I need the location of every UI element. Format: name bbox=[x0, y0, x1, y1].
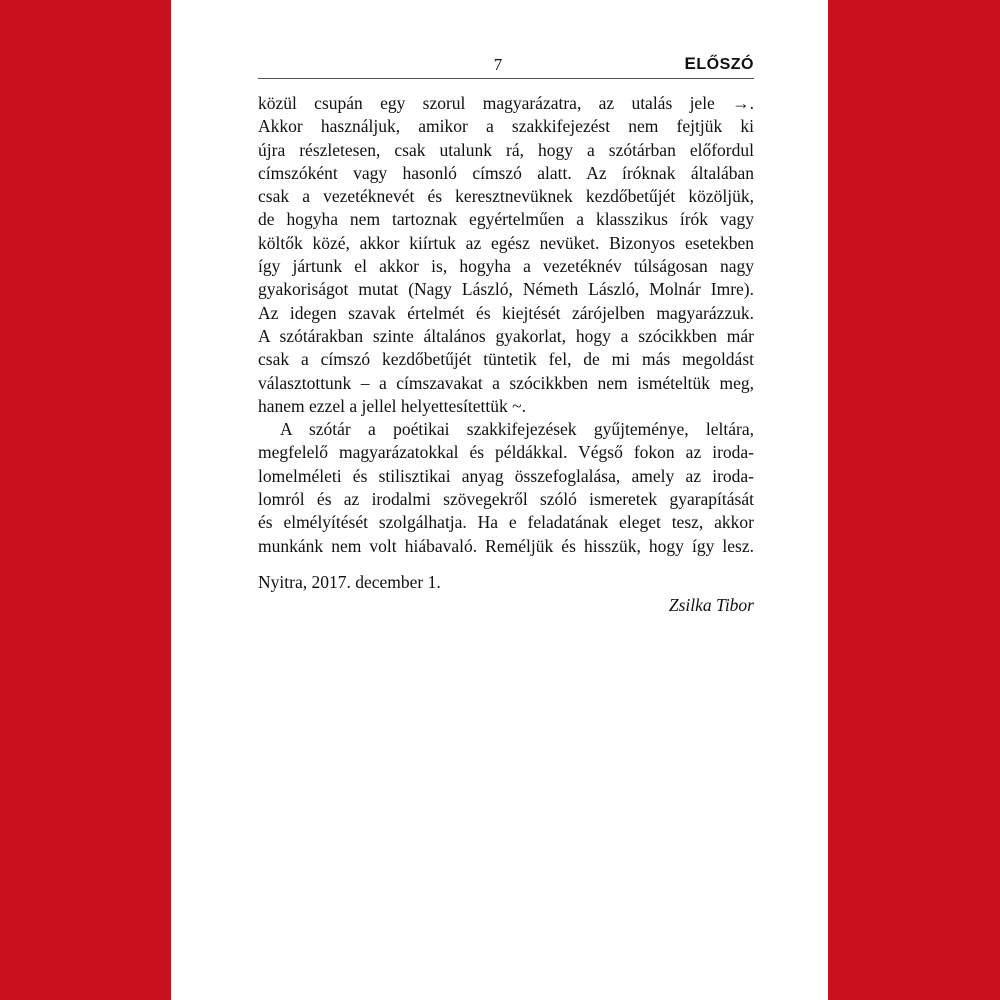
text-line: Az idegen szavak értelmét és kiejtését zárójelben magyarázzuk. bbox=[258, 302, 754, 323]
page-header bbox=[258, 54, 754, 79]
body-text bbox=[258, 92, 754, 558]
text-line: munkánk nem volt hiábavaló. Reméljük és hisszük, hogy így lesz. bbox=[258, 535, 754, 556]
text-line: Akkor használjuk, amikor a szakkifejezést nem fejtjük ki bbox=[258, 116, 754, 137]
text-line: megfelelő magyarázatokkal és példákkal. Végső fokon az iroda- bbox=[258, 442, 754, 463]
text-line: A szótárakban szinte általános gyakorlat, hogy a szócikkben már bbox=[258, 325, 754, 346]
text-line: közül csupán egy szorul magyarázatra, az utalás jele →. bbox=[258, 93, 754, 113]
running-title-initial: E bbox=[684, 54, 697, 73]
text-line: választottunk – a címszavakat a szócikkben nem ismételtük meg, bbox=[258, 372, 754, 393]
text-line: címszóként vagy hasonló címszó alatt. Az íróknak általában bbox=[258, 162, 754, 183]
text-line: A szótár a poétikai szakkifejezések gyűjteménye, leltára, bbox=[280, 419, 754, 440]
text-line: de hogyha nem tartoznak egyértelműen a klasszikus írók vagy bbox=[258, 209, 754, 230]
paragraph-1 bbox=[258, 92, 754, 418]
text-line: gyakoriságot mutat (Nagy László, Németh László, Molnár Imre). bbox=[258, 279, 754, 300]
text-line: újra részletesen, csak utalunk rá, hogy a szótárban előfordul bbox=[258, 139, 754, 160]
text-line: költők közé, akkor kiírtuk az egész nevüket. Bizonyos esetekben bbox=[258, 232, 754, 253]
paragraph-2 bbox=[258, 418, 754, 558]
text-line: lomelméleti és stilisztikai anyag összefoglalása, amely az iroda- bbox=[258, 465, 754, 486]
text-line: csak a címszó kezdőbetűjét tüntetik fel, de mi más megoldást bbox=[258, 349, 754, 370]
text-line: lomról és az irodalmi szövegekről szóló ismeretek gyarapítását bbox=[258, 489, 754, 510]
text-line: így jártunk el akkor is, hogyha a vezetéknév túlságosan nagy bbox=[258, 256, 754, 277]
text-line: hanem ezzel a jellel helyettesítettük ~. bbox=[258, 395, 526, 416]
text-line: és elmélyítését szolgálhatja. Ha e feladatának eleget tesz, akkor bbox=[258, 512, 754, 533]
book-page bbox=[171, 0, 828, 1000]
text-line: csak a vezetéknevét és keresztnevüknek kezdőbetűjét közöljük, bbox=[258, 186, 754, 207]
running-title bbox=[685, 54, 754, 74]
author-signature: Zsilka Tibor bbox=[668, 595, 754, 615]
running-title-rest: LŐSZÓ bbox=[696, 56, 754, 73]
page-number: 7 bbox=[493, 55, 503, 74]
place-date: Nyitra, 2017. december 1. bbox=[258, 572, 441, 592]
